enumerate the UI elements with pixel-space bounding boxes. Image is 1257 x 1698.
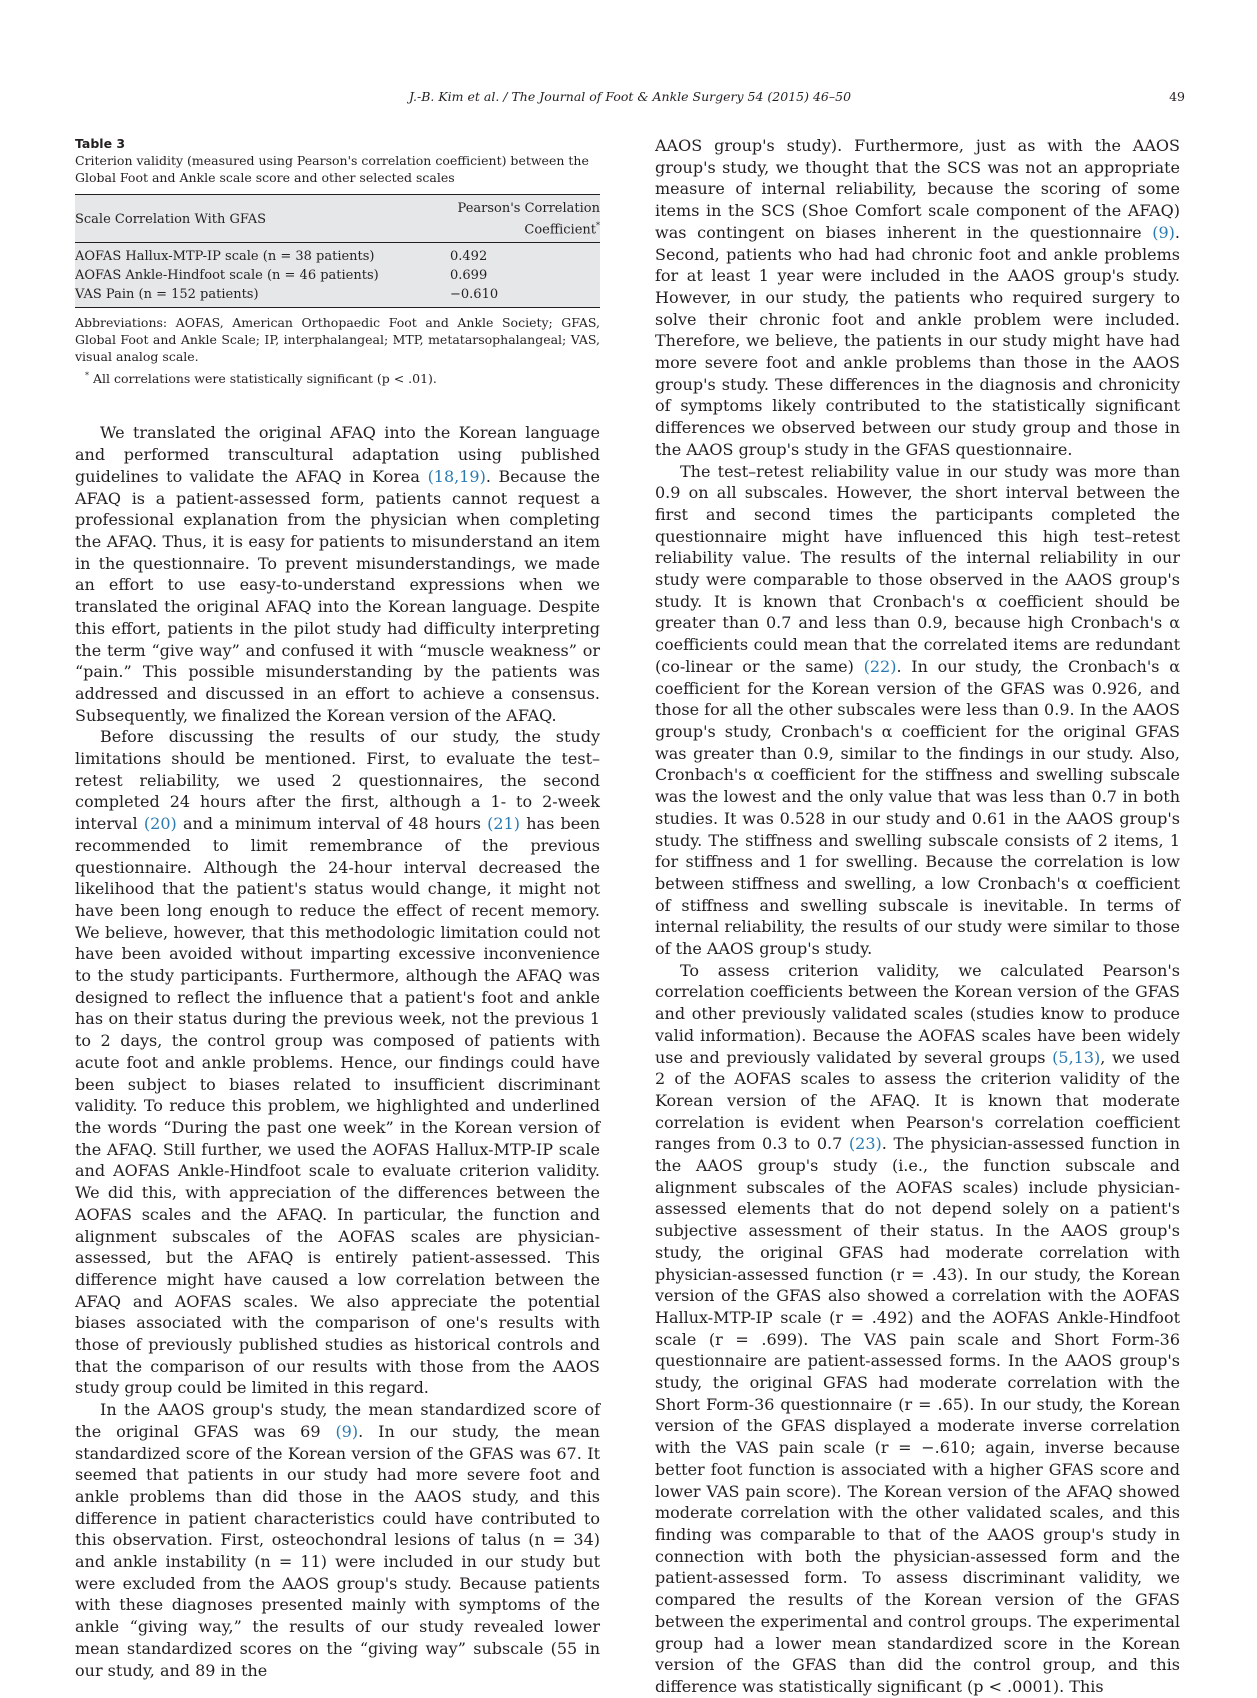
- text-run: and a minimum interval of 48 hours: [176, 814, 488, 834]
- table-caption: Criterion validity (measured using Pearson's correlation coefficient) between the Global Foot and Ankle scale score and other selected scales: [75, 153, 589, 185]
- citation-link[interactable]: (9): [1152, 222, 1175, 242]
- text-run: . In our study, the Cronbach's α coefficient for the Korean version of the GFAS was 0.926, and those for all the other subscales were less than 0.9. In the AAOS group's study, Cronbach's α coefficient for the original GFAS was greater than 0.9, similar to the findings in our study. Also, Cronbach's α coefficient for the stiffness and swelling subscale was the lowest and the only value that was less than 0.7 in both studies. It was 0.528 in our study and 0.61 in the AAOS group's study. The stiffness and swelling subscale consists of 2 items, 1 for stiffness and 1 for swelling. Because the correlation is low between stiffness and swelling, a low Cronbach's α coefficient of stiffness and swelling subscale is inevitable. In terms of internal reliability, the results of our study were similar to those of the AAOS group's study.: [655, 656, 1180, 959]
- row-value: 0.699: [398, 266, 600, 285]
- row-value: −0.610: [398, 285, 600, 308]
- citation-link[interactable]: (20): [143, 814, 177, 834]
- paragraph: [75, 726, 600, 1399]
- table-row: [75, 285, 600, 308]
- table-row: [75, 243, 600, 267]
- table-footnote: [75, 367, 600, 387]
- text-run: . In our study, the mean standardized score of the Korean version of the GFAS was 67. It seemed that patients in our study had more severe foot and ankle problems than did those in the AAOS study, and this difference in patient characteristics could have contributed to this observation. First, osteochondral lesions of talus (n = 34) and ankle instability (n = 11) were included in our study but were excluded from the AAOS group's study. Because patients with these diagnoses presented mainly with symptoms of the ankle “giving way,” the results of our study revealed lower mean standardized scores on the “giving way” subscale (55 in our study, and 89 in the: [75, 1421, 600, 1680]
- text-run: In the AAOS group's study, the mean standardized score of the original GFAS was 69: [75, 1400, 600, 1441]
- row-value: 0.492: [398, 243, 600, 267]
- text-run: AAOS group's study). Furthermore, just as with the AAOS group's study, we thought that the SCS was not an appropriate measure of internal reliability, because the scoring of some items in the SCS (Shoe Comfort scale component of the AFAQ) was contingent on biases inherent in the questionnaire: [655, 136, 1180, 242]
- citation-link[interactable]: (23): [848, 1134, 882, 1154]
- table-3: [75, 135, 600, 387]
- paragraph: [655, 135, 1180, 461]
- text-run: The test–retest reliability value in our study was more than 0.9 on all subscales. However, the short interval between the first and second times the participants completed the questionnaire might have influenced this high test–retest reliability value. The results of the internal reliability in our study were comparable to those observed in the AAOS group's study. It is known that Cronbach's α coefficient should be greater than 0.7 and less than 0.9, because high Cronbach's α coefficients could mean that the correlated items are redundant (co-linear or the same): [655, 461, 1180, 676]
- footnote-text: All correlations were statistically significant (p < .01).: [92, 371, 437, 387]
- text-run: Before discussing the results of our study, the study limitations should be mentioned. First, to evaluate the test–retest reliability, we used 2 questionnaires, the second completed 24 hours after the first, although a 1- to 2-week interval: [75, 727, 600, 834]
- citation-link[interactable]: (9): [335, 1421, 359, 1441]
- text-run: To assess criterion validity, we calculated Pearson's correlation coefficients between the Korean version of the GFAS and other previously validated scales (studies know to produce valid information). Because the AOFAS scales have been widely use and previously validated by several groups: [655, 960, 1180, 1067]
- right-column: [655, 135, 1180, 1698]
- correlation-table: [75, 194, 600, 308]
- paragraph: [655, 960, 1180, 1698]
- footnote-mark: *: [85, 371, 89, 381]
- table-header-row: [75, 195, 600, 243]
- text-run: . Second, patients who had had chronic foot and ankle problems for at least 1 year were included in the AAOS group's study. However, in our study, the patients who required surgery to solve their chronic foot and ankle problem were included. Therefore, we believe, the patients in our study might have had more severe foot and ankle problems than those in the AAOS group's study. These differences in the diagnosis and chronicity of symptoms likely contributed to the statistically significant differences we observed between our study group and those in the AAOS group's study in the GFAS questionnaire.: [655, 222, 1180, 459]
- running-header: [75, 89, 1185, 109]
- paragraph: [655, 461, 1180, 960]
- table-abbreviations: Abbreviations: AOFAS, American Orthopaedic Foot and Ankle Society; GFAS, Global Foot and Ankle Scale; IP, interphalangeal; MTP, metatarsophalangeal; VAS, visual analog scale.: [75, 315, 600, 365]
- text-run: has been recommended to limit remembrance of the previous questionnaire. Although the 24-hour interval decreased the likelihood that the patient's status would change, it might not have been long enough to reduce the effect of recent memory. We believe, however, that this methodologic limitation could not have been avoided without imparting excessive inconvenience to the study participants. Furthermore, although the AFAQ was designed to reflect the influence that a patient's foot and ankle has on their status during the previous week, not the previous 1 to 2 days, the control group was composed of patients with acute foot and ankle problems. Hence, our findings could have been subject to biases related to insufficient discriminant validity. To reduce this problem, we highlighted and underlined the words “During the past one week” in the Korean version of the AFAQ. Still further, we used the AOFAS Hallux-MTP-IP scale and AOFAS Ankle-Hindfoot scale to evaluate criterion validity. We did this, with appreciation of the differences between the AOFAS scales and the AFAQ. In particular, the function and alignment subscales of the AOFAS scales are physician-assessed, but the AFAQ is entirely patient-assessed. This difference might have caused a low correlation between the AFAQ and AOFAS scales. We also appreciate the potential biases associated with the comparison of one's results with those of previously published studies as historical controls and that the comparison of our results with those from the AAOS study group could be limited in this regard.: [75, 814, 600, 1398]
- left-column: [75, 135, 600, 1681]
- citation-link[interactable]: (22): [863, 656, 897, 676]
- citation-link[interactable]: (21): [487, 814, 521, 834]
- paragraph: [75, 422, 600, 726]
- table-row: [75, 266, 600, 285]
- table-label: Table 3: [75, 136, 126, 151]
- text-run: , we used 2 of the AOFAS scales to assess the criterion validity of the Korean version of the AFAQ. It is known that moderate correlation is evident when Pearson's correlation coefficient ranges from 0.3 to 0.7: [655, 1047, 1180, 1154]
- running-head: J.-B. Kim et al. / The Journal of Foot & Ankle Surgery 54 (2015) 46–50: [408, 89, 852, 104]
- row-scale: AOFAS Ankle-Hindfoot scale (n = 46 patients): [75, 266, 398, 285]
- row-scale: VAS Pain (n = 152 patients): [75, 285, 398, 308]
- col-header-coefficient: [398, 195, 600, 243]
- paragraph: [75, 1399, 600, 1681]
- text-run: . The physician-assessed function in the AAOS group's study (i.e., the function subscale and alignment subscales of the AOFAS scales) include physician-assessed elements that do not depend solely on a patient's subjective assessment of their status. In the AAOS group's study, the original GFAS had moderate correlation with physician-assessed function (r = .43). In our study, the Korean version of the GFAS also showed a correlation with the AOFAS Hallux-MTP-IP scale (r = .492) and the AOFAS Ankle-Hindfoot scale (r = .699). The VAS pain scale and Short Form-36 questionnaire are patient-assessed forms. In the AAOS group's study, the original GFAS had moderate correlation with the Short Form-36 questionnaire (r = .65). In our study, the Korean version of the GFAS displayed a moderate inverse correlation with the VAS pain scale (r = −.610; again, inverse because better foot function is associated with a higher GFAS score and lower VAS pain score). The Korean version of the AFAQ showed moderate correlation with the other validated scales, and this finding was comparable to that of the AAOS group's study in connection with both the physician-assessed form and the patient-assessed form. To assess discriminant validity, we compared the results of the Korean version of the GFAS between the experimental and control groups. The experimental group had a lower mean standardized score in the Korean version of the GFAS than did the control group, and this difference was statistically significant (p < .0001). This: [655, 1134, 1181, 1696]
- text-run: . Because the AFAQ is a patient-assessed form, patients cannot request a professional explanation from the physician when completing the AFAQ. Thus, it is easy for patients to misunderstand an item in the questionnaire. To prevent misunderstandings, we made an effort to use easy-to-understand expressions when we translated the original AFAQ into the Korean language. Despite this effort, patients in the pilot study had difficulty interpreting the term “give way” and confused it with “muscle weakness” or “pain.” This possible misunderstanding by the patients was addressed and discussed in an effort to achieve a consensus. Subsequently, we finalized the Korean version of the AFAQ.: [75, 466, 601, 725]
- page-number: 49: [1169, 89, 1185, 104]
- citation-link[interactable]: (5,13): [1052, 1047, 1101, 1067]
- right-body-text: [655, 135, 1180, 1698]
- left-body-text: [75, 422, 600, 1681]
- col-header-mark: *: [596, 221, 600, 230]
- col-header-scale: Scale Correlation With GFAS: [75, 195, 398, 243]
- col-header-coefficient-text: Pearson's Correlation Coefficient: [457, 201, 600, 238]
- citation-link[interactable]: (18,19): [427, 466, 486, 486]
- row-scale: AOFAS Hallux-MTP-IP scale (n = 38 patients): [75, 243, 398, 267]
- text-run: We translated the original AFAQ into the Korean language and performed transcultural adaptation using published guidelines to validate the AFAQ in Korea: [75, 423, 600, 486]
